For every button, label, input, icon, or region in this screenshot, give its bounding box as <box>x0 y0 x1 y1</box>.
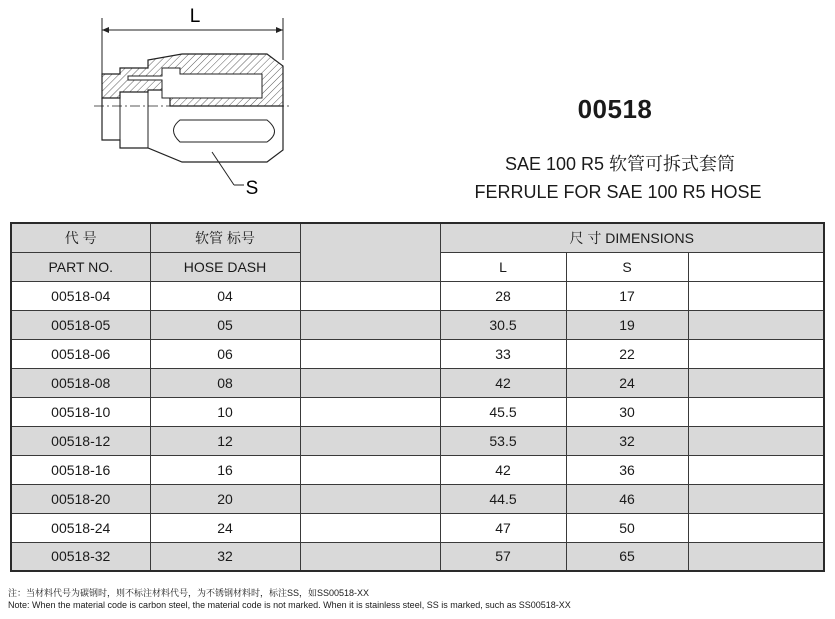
s-cell: 17 <box>566 281 688 310</box>
dash-cell: 05 <box>150 310 300 339</box>
table-row <box>11 455 824 484</box>
header-extra <box>688 252 824 281</box>
l-cell: 57 <box>440 542 566 571</box>
dash-cell: 08 <box>150 368 300 397</box>
extra-cell <box>688 426 824 455</box>
blank-cell <box>300 426 440 455</box>
table-row <box>11 513 824 542</box>
blank-cell <box>300 397 440 426</box>
table-row <box>11 339 824 368</box>
extra-cell <box>688 484 824 513</box>
dash-cell: 10 <box>150 397 300 426</box>
specification-table <box>10 222 825 572</box>
table-row <box>11 426 824 455</box>
s-cell: 46 <box>566 484 688 513</box>
part-cell: 00518-20 <box>11 484 150 513</box>
header-blank <box>300 223 440 281</box>
s-cell: 30 <box>566 397 688 426</box>
blank-cell <box>300 484 440 513</box>
header-hose-cn: 软管 标号 <box>150 223 300 252</box>
s-cell: 32 <box>566 426 688 455</box>
part-cell: 00518-06 <box>11 339 150 368</box>
header-part-cn: 代 号 <box>11 223 150 252</box>
dash-cell: 12 <box>150 426 300 455</box>
part-cell: 00518-12 <box>11 426 150 455</box>
title-chinese: SAE 100 R5 软管可拆式套筒 <box>504 154 736 174</box>
header-part-en: PART NO. <box>11 252 150 281</box>
extra-cell <box>688 281 824 310</box>
l-cell: 30.5 <box>440 310 566 339</box>
l-cell: 42 <box>440 455 566 484</box>
table-row <box>11 281 824 310</box>
part-cell: 00518-10 <box>11 397 150 426</box>
dash-cell: 06 <box>150 339 300 368</box>
blank-cell <box>300 542 440 571</box>
extra-cell <box>688 542 824 571</box>
dash-cell: 04 <box>150 281 300 310</box>
header-l: L <box>440 252 566 281</box>
l-cell: 28 <box>440 281 566 310</box>
extra-cell <box>688 397 824 426</box>
part-cell: 00518-16 <box>11 455 150 484</box>
l-cell: 44.5 <box>440 484 566 513</box>
header-dimensions: 尺 寸 DIMENSIONS <box>440 223 824 252</box>
title-english: FERRULE FOR SAE 100 R5 HOSE <box>474 182 762 202</box>
part-number-title: 00518 <box>577 94 653 124</box>
s-cell: 24 <box>566 368 688 397</box>
l-cell: 45.5 <box>440 397 566 426</box>
dimension-s-leader <box>212 152 234 185</box>
table-row <box>11 310 824 339</box>
s-cell: 19 <box>566 310 688 339</box>
s-cell: 65 <box>566 542 688 571</box>
note-chinese: 注：当材料代号为碳钢时，则不标注材料代号，为不锈钢材料时，标注SS，如SS00518-XX <box>8 588 370 598</box>
dash-cell: 16 <box>150 455 300 484</box>
header-hose-en: HOSE DASH <box>150 252 300 281</box>
dimension-l-label: L <box>189 6 201 27</box>
dash-cell: 24 <box>150 513 300 542</box>
part-cell: 00518-04 <box>11 281 150 310</box>
extra-cell <box>688 310 824 339</box>
note-english: Note: When the material code is carbon steel, the material code is not marked. When it is stainless steel, SS is marked, such as SS00518-XX <box>8 600 571 610</box>
extra-cell <box>688 368 824 397</box>
extra-cell <box>688 339 824 368</box>
extra-cell <box>688 455 824 484</box>
ferrule-drawing <box>92 2 292 202</box>
l-cell: 33 <box>440 339 566 368</box>
s-cell: 36 <box>566 455 688 484</box>
l-cell: 42 <box>440 368 566 397</box>
part-cell: 00518-05 <box>11 310 150 339</box>
l-cell: 53.5 <box>440 426 566 455</box>
blank-cell <box>300 310 440 339</box>
blank-cell <box>300 281 440 310</box>
dimension-s-label: S <box>245 178 259 199</box>
blank-cell <box>300 513 440 542</box>
table-row <box>11 397 824 426</box>
s-cell: 50 <box>566 513 688 542</box>
header-row-1 <box>11 223 824 252</box>
table-row <box>11 484 824 513</box>
extra-cell <box>688 513 824 542</box>
blank-cell <box>300 368 440 397</box>
part-cell: 00518-24 <box>11 513 150 542</box>
part-cell: 00518-32 <box>11 542 150 571</box>
table-row <box>11 542 824 571</box>
table-row <box>11 368 824 397</box>
l-cell: 47 <box>440 513 566 542</box>
blank-cell <box>300 455 440 484</box>
dash-cell: 20 <box>150 484 300 513</box>
dash-cell: 32 <box>150 542 300 571</box>
s-cell: 22 <box>566 339 688 368</box>
header-s: S <box>566 252 688 281</box>
blank-cell <box>300 339 440 368</box>
part-cell: 00518-08 <box>11 368 150 397</box>
